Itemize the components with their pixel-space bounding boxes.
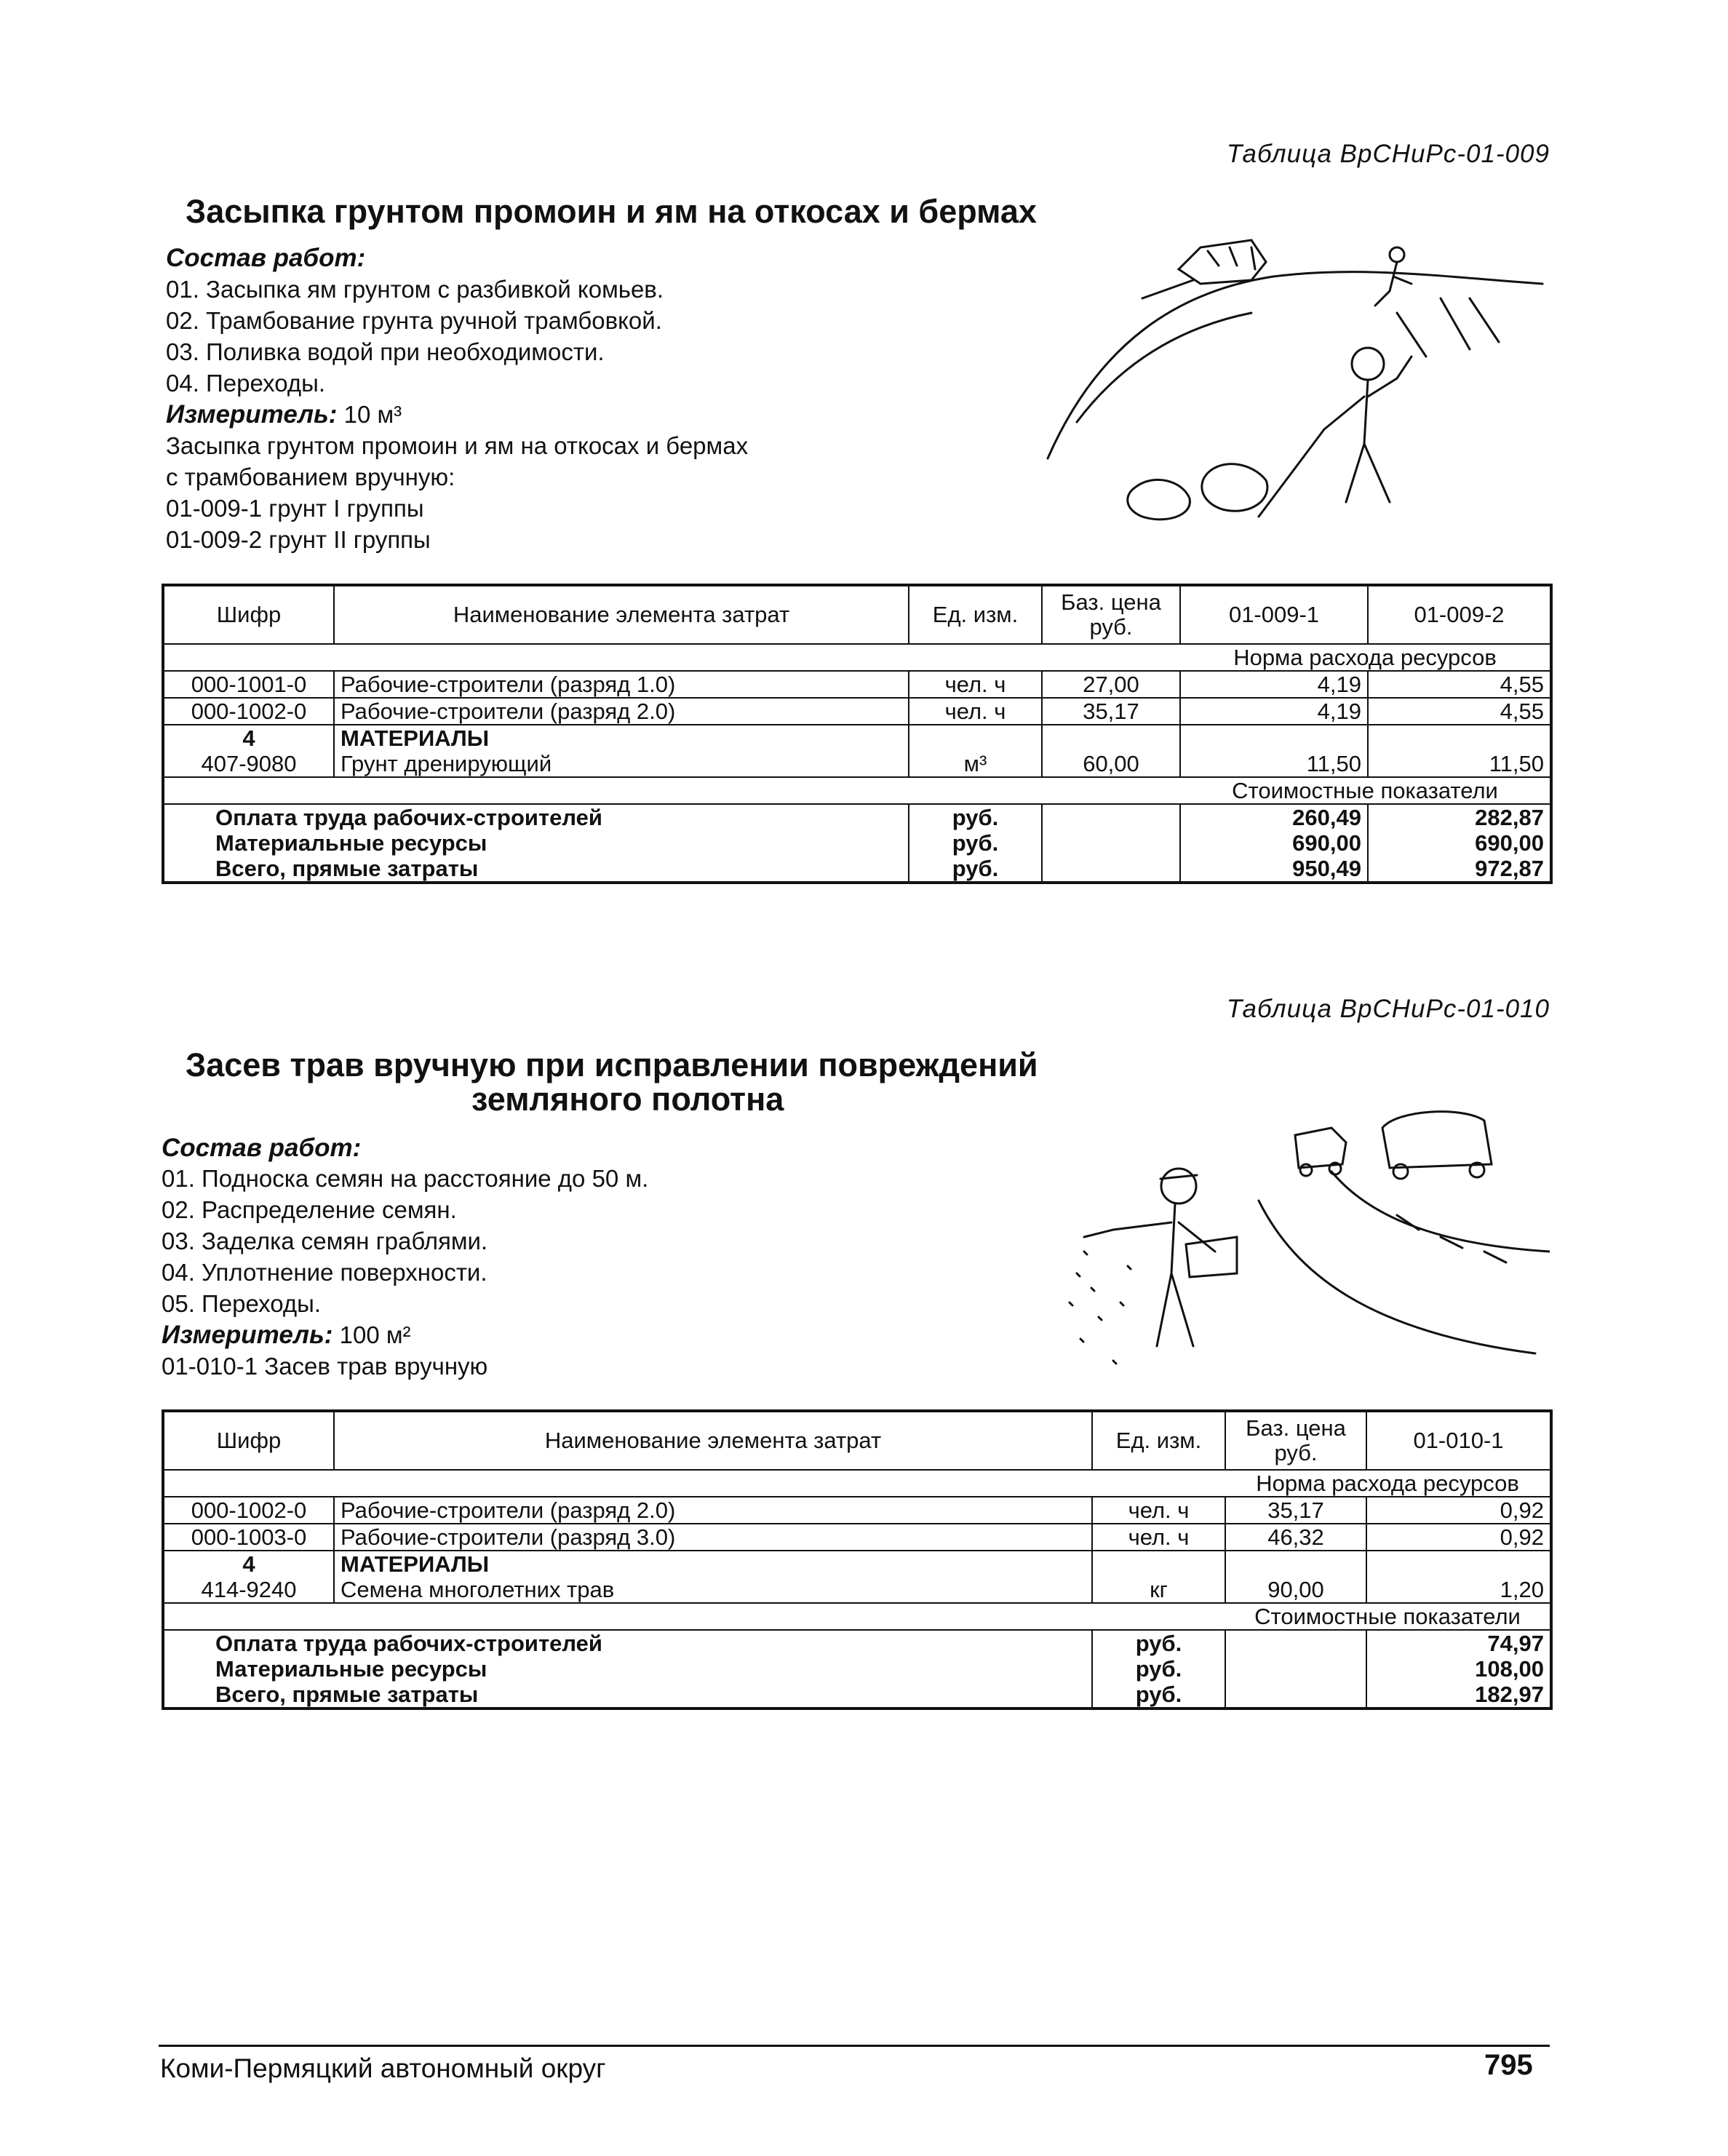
total-rate1: 182,97 — [1366, 1682, 1551, 1709]
materials-heading-row — [163, 725, 1551, 751]
section-title-line1: Засев трав вручную при исправлении повреждений — [186, 1046, 1038, 1083]
cell-code: 414-9240 — [163, 1577, 334, 1603]
step: 05. Переходы. — [162, 1290, 321, 1317]
slope-workers-illustration — [1033, 211, 1557, 553]
measure-value: 10 м³ — [343, 401, 402, 428]
cell-code: 000-1001-0 — [163, 671, 334, 698]
norm-label: Норма расхода ресурсов — [1180, 644, 1551, 671]
norm-label-row — [163, 1470, 1551, 1497]
col-price-header: Баз. цена руб. — [1042, 585, 1180, 644]
total-rate2: 282,87 — [1368, 804, 1551, 830]
norm-label: Норма расхода ресурсов — [1225, 1470, 1551, 1497]
col-code-header: Шифр — [163, 1411, 334, 1470]
total-name: Оплата труда рабочих-строителей — [163, 1630, 1092, 1656]
col-unit-header: Ед. изм. — [909, 585, 1042, 644]
col-code-header: Шифр — [163, 585, 334, 644]
cell-price: 60,00 — [1042, 751, 1180, 777]
table-row — [163, 1524, 1551, 1551]
step: 01. Засыпка ям грунтом с разбивкой комьев. — [166, 276, 664, 303]
col-name-header: Наименование элемента затрат — [334, 1411, 1092, 1470]
total-rate2: 972,87 — [1368, 856, 1551, 883]
resource-table-01-009 — [162, 584, 1553, 884]
cell-price: 90,00 — [1225, 1577, 1366, 1603]
cost-label-row — [163, 777, 1551, 804]
cell-name: Рабочие-строители (разряд 2.0) — [334, 1497, 1092, 1524]
measure — [162, 1319, 648, 1351]
measure — [166, 399, 748, 430]
total-unit: руб. — [909, 830, 1042, 856]
resource-table-01-010 — [162, 1409, 1553, 1710]
cell-rate2: 11,50 — [1368, 751, 1551, 777]
step: 02. Распределение семян. — [162, 1196, 457, 1223]
table-row — [163, 751, 1551, 777]
step: 02. Трамбование грунта ручной трамбовкой. — [166, 307, 662, 334]
col-name-header: Наименование элемента затрат — [334, 585, 909, 644]
cost-label-row — [163, 1603, 1551, 1630]
materials-code: 4 — [163, 725, 334, 751]
step: 01. Подноска семян на расстояние до 50 м. — [162, 1165, 649, 1192]
total-rate1: 74,97 — [1366, 1630, 1551, 1656]
table-row — [163, 698, 1551, 725]
total-rate2: 690,00 — [1368, 830, 1551, 856]
table-row — [163, 671, 1551, 698]
total-row — [163, 1682, 1551, 1709]
table-header — [163, 585, 1551, 644]
col-rate2-header: 01-009-2 — [1368, 585, 1551, 644]
description-line: 01-009-1 грунт I группы — [166, 495, 424, 522]
materials-label: МАТЕРИАЛЫ — [334, 725, 909, 751]
cell-rate1: 1,20 — [1366, 1577, 1551, 1603]
step: 03. Заделка семян граблями. — [162, 1228, 488, 1254]
footer-rule — [159, 2045, 1550, 2047]
work-steps — [162, 1163, 648, 1382]
total-row — [163, 1656, 1551, 1682]
cell-rate1: 0,92 — [1366, 1524, 1551, 1551]
cost-label: Стоимостные показатели — [1180, 777, 1551, 804]
materials-label: МАТЕРИАЛЫ — [334, 1551, 1092, 1577]
table-row — [163, 1497, 1551, 1524]
page-number: 795 — [1484, 2049, 1533, 2081]
cell-name: Семена многолетних трав — [334, 1577, 1092, 1603]
total-rate1: 108,00 — [1366, 1656, 1551, 1682]
cell-price: 35,17 — [1042, 698, 1180, 725]
total-unit: руб. — [1092, 1656, 1225, 1682]
cost-label: Стоимостные показатели — [1225, 1603, 1551, 1630]
table-id: Таблица ВрСНиРс-01-010 — [1226, 995, 1550, 1023]
cell-code: 000-1002-0 — [163, 698, 334, 725]
table-id: Таблица ВрСНиРс-01-009 — [1226, 140, 1550, 168]
sowing-grass-illustration — [1055, 1106, 1550, 1397]
measure-label: Измеритель: — [162, 1321, 333, 1349]
cell-unit: м³ — [909, 751, 1042, 777]
measure-label: Измеритель: — [166, 400, 338, 429]
step: 04. Переходы. — [166, 370, 325, 397]
composition-heading: Состав работ: — [166, 244, 366, 272]
cell-rate2: 4,55 — [1368, 698, 1551, 725]
total-unit: руб. — [1092, 1630, 1225, 1656]
col-unit-header: Ед. изм. — [1092, 1411, 1225, 1470]
cell-unit: чел. ч — [909, 671, 1042, 698]
description-line: с трамбованием вручную: — [166, 464, 455, 490]
step: 03. Поливка водой при необходимости. — [166, 338, 605, 365]
total-row — [163, 856, 1551, 883]
cell-rate1: 4,19 — [1180, 698, 1368, 725]
step: 04. Уплотнение поверхности. — [162, 1259, 487, 1286]
total-unit: руб. — [1092, 1682, 1225, 1709]
table-row — [163, 1577, 1551, 1603]
total-rate1: 950,49 — [1180, 856, 1368, 883]
total-name: Всего, прямые затраты — [163, 1682, 1092, 1709]
norm-label-row — [163, 644, 1551, 671]
composition-heading: Состав работ: — [162, 1134, 362, 1162]
total-name: Материальные ресурсы — [163, 1656, 1092, 1682]
cell-rate2: 4,55 — [1368, 671, 1551, 698]
total-unit: руб. — [909, 804, 1042, 830]
cell-unit: кг — [1092, 1577, 1225, 1603]
total-row — [163, 1630, 1551, 1656]
measure-value: 100 м² — [339, 1321, 411, 1348]
total-unit: руб. — [909, 856, 1042, 883]
col-rate1-header: 01-009-1 — [1180, 585, 1368, 644]
cell-price: 27,00 — [1042, 671, 1180, 698]
cell-name: Рабочие-строители (разряд 3.0) — [334, 1524, 1092, 1551]
cell-price: 35,17 — [1225, 1497, 1366, 1524]
section-title-line2: земляного полотна — [471, 1081, 784, 1118]
cell-name: Рабочие-строители (разряд 2.0) — [334, 698, 909, 725]
materials-code: 4 — [163, 1551, 334, 1577]
table-header — [163, 1411, 1551, 1470]
cell-rate1: 11,50 — [1180, 751, 1368, 777]
footer-region: Коми-Пермяцкий автономный округ — [160, 2053, 606, 2083]
cell-rate1: 0,92 — [1366, 1497, 1551, 1524]
cell-code: 000-1003-0 — [163, 1524, 334, 1551]
section-title: Засыпка грунтом промоин и ям на откосах и бермах — [186, 193, 1037, 230]
cell-unit: чел. ч — [909, 698, 1042, 725]
total-row — [163, 804, 1551, 830]
cell-unit: чел. ч — [1092, 1497, 1225, 1524]
cell-rate1: 4,19 — [1180, 671, 1368, 698]
description-line: Засыпка грунтом промоин и ям на откосах и бермах — [166, 432, 749, 459]
total-rate1: 690,00 — [1180, 830, 1368, 856]
materials-heading-row — [163, 1551, 1551, 1577]
total-name: Оплата труда рабочих-строителей — [163, 804, 909, 830]
col-rate1-header: 01-010-1 — [1366, 1411, 1551, 1470]
cell-name: Грунт дренирующий — [334, 751, 909, 777]
cell-name: Рабочие-строители (разряд 1.0) — [334, 671, 909, 698]
cell-code: 407-9080 — [163, 751, 334, 777]
cell-price: 46,32 — [1225, 1524, 1366, 1551]
work-steps — [166, 274, 748, 555]
description-line: 01-009-2 грунт II группы — [166, 526, 431, 553]
cell-code: 000-1002-0 — [163, 1497, 334, 1524]
description-line: 01-010-1 Засев трав вручную — [162, 1353, 488, 1380]
total-rate1: 260,49 — [1180, 804, 1368, 830]
total-name: Материальные ресурсы — [163, 830, 909, 856]
cell-unit: чел. ч — [1092, 1524, 1225, 1551]
col-price-header: Баз. цена руб. — [1225, 1411, 1366, 1470]
total-row — [163, 830, 1551, 856]
total-name: Всего, прямые затраты — [163, 856, 909, 883]
